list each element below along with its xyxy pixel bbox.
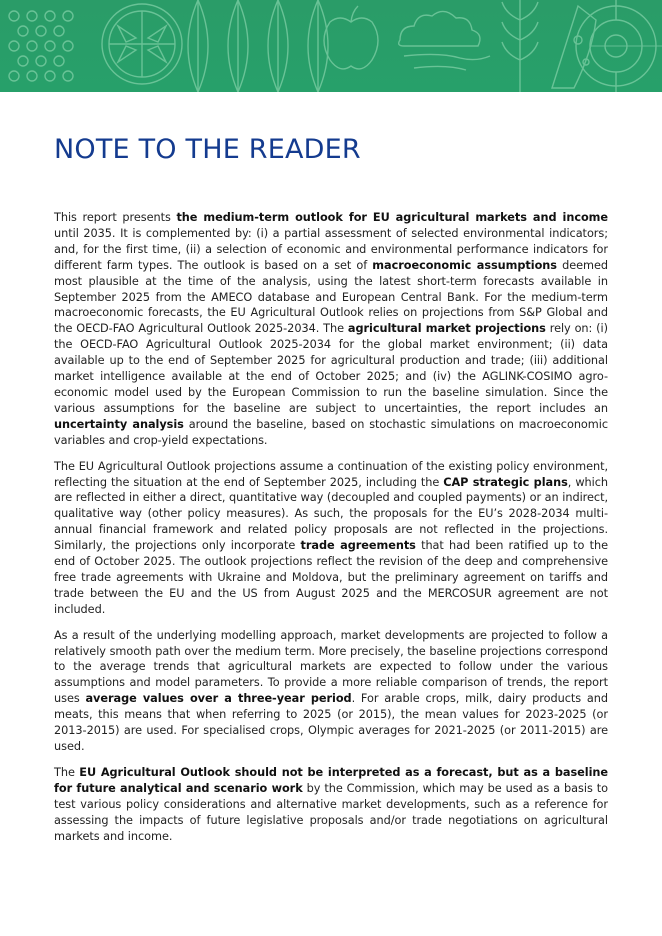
emphasis-text: EU Agricultural Outlook should not be interpreted as a forecast, but as a baseline for future analytical and scenario work: [54, 765, 608, 795]
body-text: , which are reflected in either a direct, quantitative way (decoupled and coupled payments) or an indirect, qualitative way (other policy measures). As such, the proposals for the EU’s 2028-2034 multi-annual financial framework and related policy proposals are not reflected in the projections. Similarly, the projections only incorporate: [54, 475, 608, 553]
emphasis-text: CAP strategic plans: [443, 475, 568, 489]
body-text: The EU Agricultural Outlook projections assume a continuation of the existing policy environment, reflecting the situation at the end of September 2025, including the: [54, 459, 608, 489]
emphasis-text: the medium-term outlook for EU agricultural markets and income: [176, 211, 609, 224]
body-text: . For arable crops, milk, dairy products and meats, this means that when referring to 2025 (or 2015), the mean values for 2023-2025 (or 2013-2015) are used. For specialised crops, Olympic averages for 2021-2025 (or 2011-2015) are used.: [54, 692, 608, 753]
emphasis-text: trade agreements: [300, 539, 416, 553]
body-text: until 2035. It is complemented by: (i) a partial assessment of selected environmental indicators; and, for the first time, (ii) a selection of economic and environmental performance indicators for different farm types. The outlook is based on a set of: [54, 226, 608, 272]
body-text: around the baseline, based on stochastic simulations on macroeconomic variables and crop-yield expectations.: [54, 417, 609, 447]
body-text: As a result of the underlying modelling approach, market developments are projected to follow a relatively smooth path over the medium term. More precisely, the baseline projections correspond to the average trends that agricultural markets are expected to follow under the various assumptions and model parameters. To provide a more reliable comparison of trends, the report uses: [54, 628, 608, 706]
body-text: This report presents: [54, 211, 177, 224]
paragraph-1: [54, 210, 608, 449]
emphasis-text: average values over a three-year period: [85, 692, 352, 706]
page-title: NOTE TO THE READER: [54, 134, 361, 165]
body-text: rely on: (i) the OECD-FAO Agricultural Outlook 2025-2034 for the global market environment; (ii) data available up to the end of September 2025 for agricultural production and trade; (iii) additional market intelligence available at the end of October 2025; and (iv) the AGLINK-COSIMO agro-economic model used by the European Commission to run the baseline simulation. Since the various assumptions for the baseline are subject to uncertainties, the report includes an: [54, 322, 608, 415]
paragraph-4: [54, 765, 608, 845]
emphasis-text: agricultural market projections: [347, 322, 546, 336]
agri-pattern-icon: [0, 0, 662, 92]
note-body: [54, 210, 608, 854]
emphasis-text: uncertainty analysis: [54, 417, 184, 431]
body-text: that had been ratified up to the end of October 2025. The outlook projections reflect the revision of the deep and comprehensive free trade agreements with Ukraine and Moldova, but the preliminary agreement on tariffs and trade between the EU and the US from August 2025 and the MERCOSUR agreement are not included.: [54, 539, 609, 616]
body-text: deemed most plausible at the time of the analysis, using the latest short-term forecasts available in September 2025 from the AMECO database and European Central Bank. For the medium-term macroeconomic forecasts, the EU Agricultural Outlook relies on projections from S&P Global and the OECD-FAO Agricultural Outlook 2025-2034. The: [54, 258, 608, 336]
emphasis-text: macroeconomic assumptions: [372, 258, 557, 272]
paragraph-2: [54, 459, 608, 618]
paragraph-3: [54, 628, 608, 755]
decorative-banner: [0, 0, 662, 92]
body-text: by the Commission, which may be used as a basis to test various policy considerations and alternative market developments, such as a reference for assessing the impacts of future legislative proposals and/or trade negotiations on agricultural markets and income.: [54, 781, 608, 843]
body-text: The: [54, 765, 80, 779]
